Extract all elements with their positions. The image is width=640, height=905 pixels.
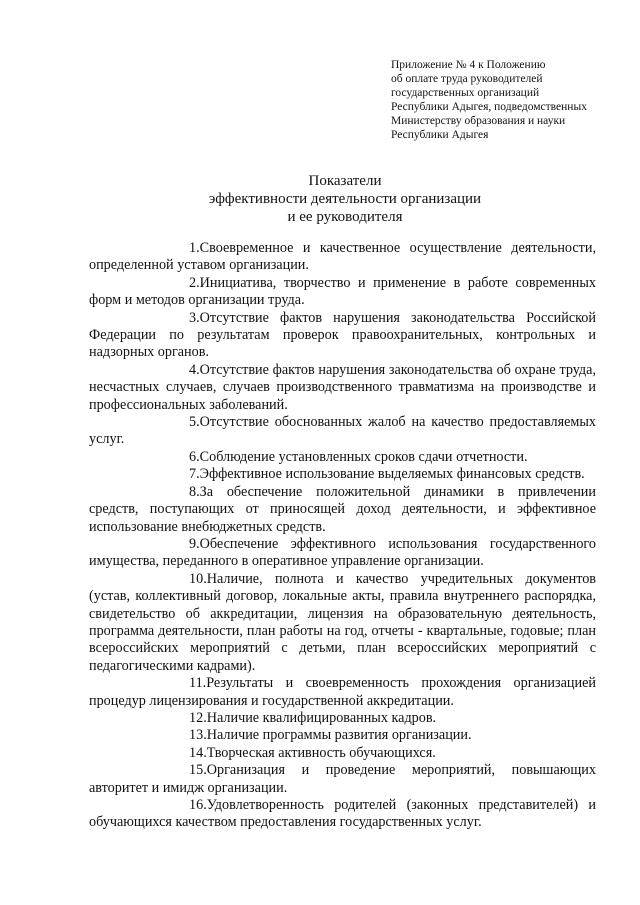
item-number: 5. <box>189 414 200 431</box>
list-item <box>89 310 596 362</box>
list-item <box>89 762 596 797</box>
list-item <box>89 675 596 710</box>
item-text: Эффективное использование выделяемых финансовых средств. <box>199 466 585 483</box>
list-item <box>89 240 596 275</box>
appendix-note <box>391 58 631 142</box>
item-number: 7. <box>189 466 200 483</box>
item-text: Наличие квалифицированных кадров. <box>206 709 437 726</box>
appendix-line: Министерству образования и науки <box>391 115 566 127</box>
document-title <box>150 172 540 226</box>
appendix-line: государственных организаций <box>391 87 540 99</box>
item-number: 3. <box>189 309 200 326</box>
list-item <box>89 484 596 536</box>
item-text: Организация и проведение мероприятий, повышающих авторитет и имидж организации. <box>89 762 596 796</box>
item-number: 14. <box>189 744 207 761</box>
list-item <box>89 449 596 466</box>
item-text: Наличие программы развития организации. <box>206 727 472 744</box>
item-number: 9. <box>189 535 200 552</box>
item-text: Удовлетворенность родителей (законных представителей) и обучающихся качеством предоставления государственных услуг. <box>89 797 596 831</box>
list-item <box>89 362 596 414</box>
item-number: 2. <box>189 274 200 291</box>
list-item <box>89 466 596 483</box>
item-number: 11. <box>189 675 207 692</box>
appendix-line: Приложение № 4 к Положению <box>391 59 546 71</box>
item-number: 16. <box>189 797 207 813</box>
list-item <box>89 797 596 832</box>
item-text: Обеспечение эффективного использования государственного имущества, переданного в оперативное управление организации. <box>89 535 596 570</box>
list-item <box>89 414 596 449</box>
appendix-line: Республики Адыгея, подведомственных <box>391 101 587 113</box>
title-line: Показатели <box>308 173 382 189</box>
title-line: эффективности деятельности организации <box>208 191 482 207</box>
item-text: За обеспечение положительной динамики в привлечении средств, поступающих от приносящей доход деятельности, и эффективное использование внебюджетных средств. <box>89 483 596 535</box>
indicator-list <box>89 240 596 832</box>
item-number: 10. <box>189 570 207 587</box>
item-text: Наличие, полнота и качество учредительных документов (устав, коллективный договор, локальные акты, правила внутреннего распорядка, свидетельство об аккредитации, лицензия на образовательную деятельность, программа деятельности, план работы на год, отчеты - квартальные, годовые; план всероссийских мероприятий с детьми, план всероссийских мероприятий с педагогическими кадрами). <box>89 570 596 674</box>
item-number: 4. <box>189 361 200 378</box>
list-item <box>89 745 596 762</box>
title-line: и ее руководителя <box>287 209 403 225</box>
item-text: Отсутствие фактов нарушения законодательства Российской Федерации по результатам проверок правоохранительных, контрольных и надзорных органов. <box>89 309 596 361</box>
list-item <box>89 571 596 675</box>
item-text: Своевременное и качественное осуществление деятельности, определенной уставом организации. <box>89 240 596 274</box>
list-item <box>89 536 596 571</box>
appendix-line: Республики Адыгея <box>391 129 489 141</box>
item-text: Творческая активность обучающихся. <box>206 744 436 761</box>
item-text: Результаты и своевременность прохождения организацией процедур лицензирования и государственной аккредитации. <box>89 675 596 709</box>
item-number: 8. <box>189 483 200 500</box>
item-text: Инициатива, творчество и применение в работе современных форм и методов организации труда. <box>89 274 596 309</box>
item-text: Соблюдение установленных сроков сдачи отчетности. <box>199 448 528 465</box>
appendix-line: об оплате труда руководителей <box>391 73 543 85</box>
item-number: 15. <box>189 762 207 779</box>
item-text: Отсутствие обоснованных жалоб на качество предоставляемых услуг. <box>89 414 596 448</box>
item-text: Отсутствие фактов нарушения законодательства об охране труда, несчастных случаев, случаев производственного травматизма на производстве и профессиональных заболеваний. <box>89 361 596 413</box>
item-number: 6. <box>189 448 200 465</box>
item-number: 1. <box>189 240 200 256</box>
list-item <box>89 727 596 744</box>
item-number: 13. <box>189 727 207 744</box>
list-item <box>89 710 596 727</box>
item-number: 12. <box>189 709 207 726</box>
list-item <box>89 275 596 310</box>
